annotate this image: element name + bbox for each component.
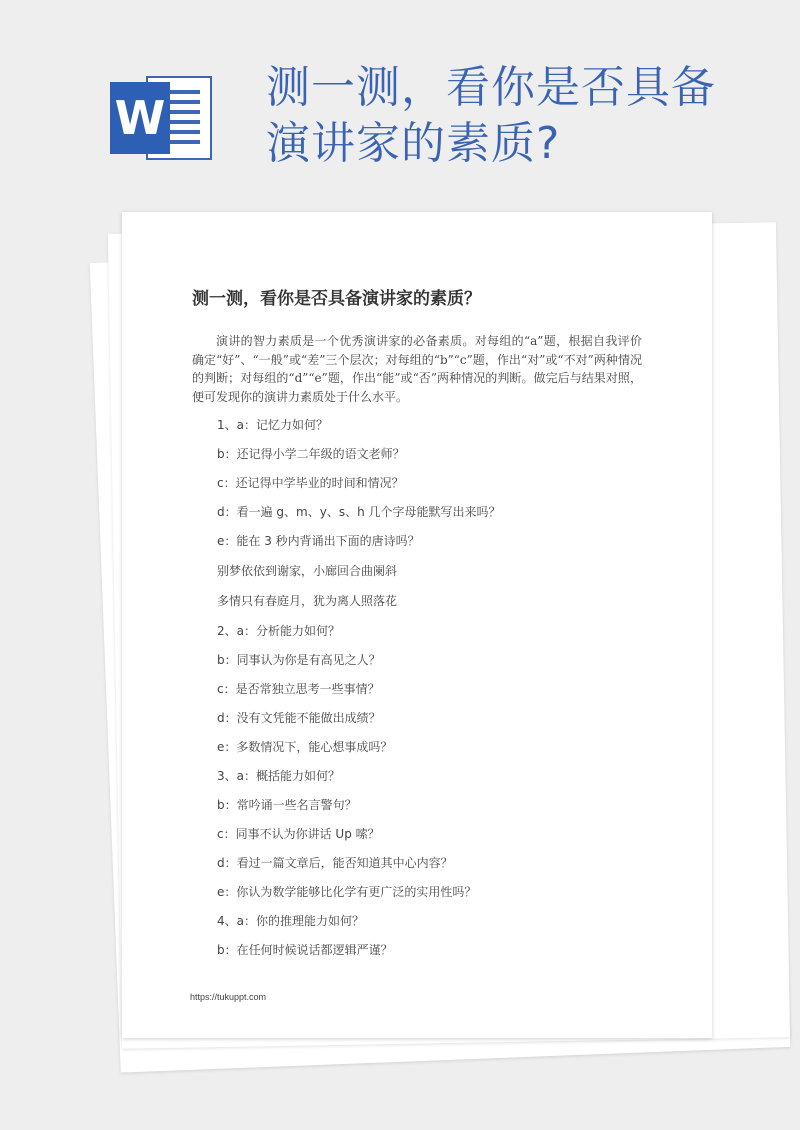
poem-line: 多情只有春庭月，犹为离人照落花 bbox=[217, 594, 398, 608]
word-icon bbox=[110, 74, 214, 162]
question-item: c：同事不认为你讲话 Up 嗦？ bbox=[217, 827, 380, 841]
question-item: 1、a：记忆力如何？ bbox=[217, 418, 328, 432]
question-item: 2、a：分析能力如何？ bbox=[217, 624, 340, 638]
question-item: b：同事认为你是有高见之人？ bbox=[217, 653, 381, 667]
word-icon-letter: W bbox=[110, 82, 170, 154]
question-item: c：是否常独立思考一些事情？ bbox=[217, 682, 380, 696]
footer-url: https://tukuppt.com bbox=[190, 992, 267, 1002]
question-item: b：在任何时候说话都逻辑严谨？ bbox=[217, 943, 393, 957]
question-item: e：多数情况下，能心想事成吗？ bbox=[217, 740, 393, 754]
page-title: 测一测，看你是否具备演讲家的素质？ bbox=[192, 289, 481, 309]
question-item: d：看过一篇文章后，能否知道其中心内容？ bbox=[217, 856, 453, 870]
question-item: e：能在 3 秒内背诵出下面的唐诗吗？ bbox=[217, 534, 420, 548]
question-item: e：你认为数学能够比化学有更广泛的实用性吗？ bbox=[217, 885, 477, 899]
question-item: d：看一遍 g、m、y、s、h 几个字母能默写出来吗？ bbox=[217, 505, 501, 519]
question-item: d：没有文凭能不能做出成绩？ bbox=[217, 711, 381, 725]
question-item: b：常吟诵一些名言警句？ bbox=[217, 798, 357, 812]
poem-line: 别梦依依到谢家，小廊回合曲阑斜 bbox=[217, 564, 398, 578]
document-page bbox=[122, 212, 712, 1038]
question-item: b：还记得小学二年级的语文老师？ bbox=[217, 447, 405, 461]
document-heading: 测一测，看你是否具备演讲家的素质? bbox=[266, 62, 716, 169]
question-item: 3、a：概括能力如何？ bbox=[217, 769, 340, 783]
question-item: c：还记得中学毕业的时间和情况？ bbox=[217, 476, 404, 490]
question-item: 4、a：你的推理能力如何？ bbox=[217, 914, 364, 928]
intro-paragraph: 演讲的智力素质是一个优秀演讲家的必备素质。对每组的“a”题，根据自我评价确定“好”、“一般”或“差”三个层次；对每组的“b”“c”题，作出“对”或“不对”两种情况的判断；对每组的“d”“e”题，作出“能”或“否”两种情况的判断。做完后与结果对照，便可发现你的演讲力素质处于什么水平。 bbox=[192, 334, 642, 404]
